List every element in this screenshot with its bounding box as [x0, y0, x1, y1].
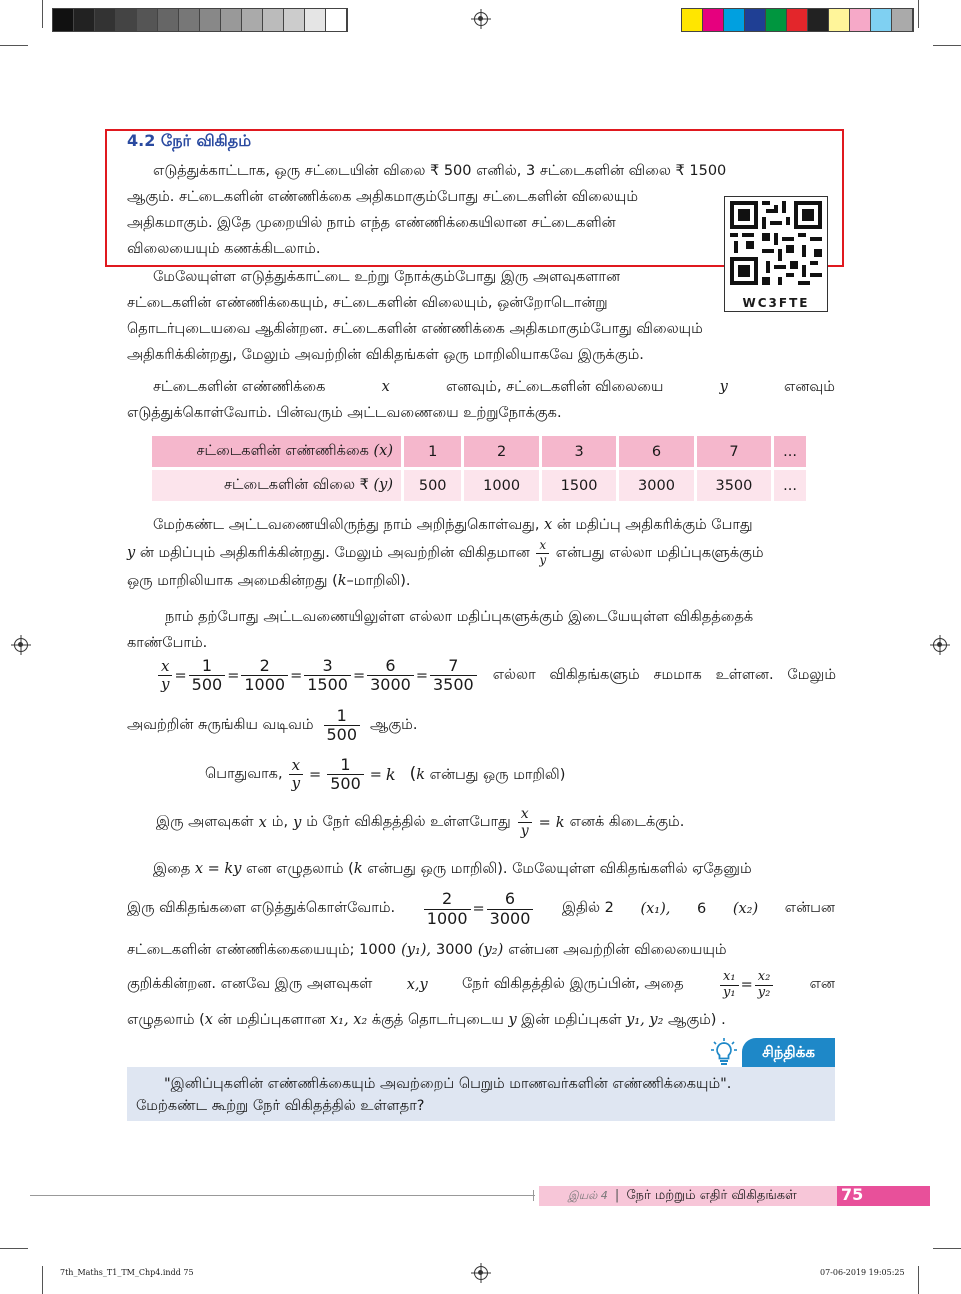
text-segment: மேற்கண்ட அட்டவணையிலிருந்து நாம் அறிந்துகொள்வது,	[153, 517, 540, 533]
table-cell: 7	[695, 436, 772, 469]
text-segment: இரு விகிதங்களை எடுத்துக்கொள்வோம்.	[127, 900, 396, 916]
text-segment: ம்,	[271, 813, 289, 830]
text-segment: ஆகும்.	[370, 716, 418, 733]
simplified-fraction: $\frac{1}{500}$	[324, 707, 361, 745]
footer-unit: இயல் 4	[568, 1189, 608, 1202]
lightbulb-icon	[711, 1037, 737, 1067]
text-segment: என்பன	[784, 900, 835, 916]
text-segment: என்பது ஒரு மாறிலி)	[429, 767, 566, 784]
table-cell: 1500	[540, 469, 617, 502]
table-cell: 3500	[695, 469, 772, 502]
text-segment: சட்டைகளின் எண்ணிக்கையையும்; 1000	[127, 942, 397, 958]
crop-mark	[42, 0, 43, 28]
section-heading: 4.2 நேர் விகிதம்	[127, 131, 252, 150]
text-segment: எனவும், சட்டைகளின் விலையை	[446, 379, 664, 395]
variables-y1-y2: y₁, y₂	[626, 1012, 664, 1028]
ratio-fraction: $\frac{6}{3000}$	[487, 890, 534, 928]
table-cell: 500	[403, 469, 463, 502]
simplified-ratio-line	[127, 707, 417, 745]
text-segment: 6	[696, 901, 707, 917]
shirts-price-table	[152, 436, 809, 501]
table-row	[152, 436, 808, 469]
footer-rule-tick	[533, 1190, 534, 1201]
text-segment: ன் மதிப்பு அதிகரிக்கும் போது	[556, 517, 753, 533]
text-segment: க்குத் தொடர்புடைய	[371, 1012, 504, 1028]
registration-mark-icon	[933, 638, 947, 652]
text-segment: (	[409, 764, 417, 785]
crop-mark	[0, 45, 28, 46]
page-number	[837, 1186, 930, 1206]
variable-y: y	[508, 1012, 517, 1028]
variable-y1: (y₁),	[401, 942, 431, 958]
text-line: அதிகமாகும். இதே முறையில் நாம் எந்த எண்ணிக்கையிலான சட்டைகளின்	[127, 215, 616, 231]
think-question	[136, 1073, 832, 1117]
ratio-fraction: $\frac{6}{3000}$	[367, 657, 414, 695]
text-segment: எல்லா விகிதங்களும் சமமாக உள்ளன. மேலும்	[492, 666, 836, 683]
table-row-header: சட்டைகளின் விலை ₹ (y)	[152, 469, 403, 502]
text-segment: ம் நேர் விகிதத்தில் உள்ளபோது	[306, 813, 511, 830]
fraction-x-over-y: $\frac{x}{y}$	[158, 658, 172, 694]
ratio-fraction: $\frac{3}{1500}$	[304, 657, 351, 695]
paragraph-4	[127, 512, 835, 594]
table-cell: 1000	[463, 469, 540, 502]
variable-k: k	[555, 814, 565, 831]
variable-x: x	[381, 379, 390, 395]
variable-x: x	[204, 1012, 213, 1028]
fraction-x-over-y: $\frac{x}{y}$	[289, 757, 303, 793]
ratio-fraction: $\frac{1}{500}$	[189, 657, 226, 695]
table-cell: ...	[773, 469, 808, 502]
registration-mark-icon	[14, 638, 28, 652]
variable-y2: (y₂)	[477, 942, 504, 958]
table-cell: 3000	[618, 469, 695, 502]
table-row	[152, 469, 808, 502]
qr-code-label: WC3FTE	[742, 296, 810, 310]
text-segment: எனக் கிடைக்கும்.	[569, 813, 685, 830]
fraction-x-over-y: $\frac{x}{y}$	[518, 806, 532, 839]
variable-k: k	[385, 765, 396, 785]
slug-timestamp: 07-06-2019 19:05:25	[820, 1268, 905, 1277]
text-line: மேலேயுள்ள எடுத்துக்காட்டை உற்று நோக்கும்போது இரு அளவுகளான	[153, 269, 621, 285]
variable-y: y	[127, 545, 136, 561]
text-segment: நேர் விகிதத்தில் இருப்பின், அதை	[462, 976, 684, 992]
text-segment: என	[809, 976, 835, 992]
table-cell: 3	[540, 436, 617, 469]
variable-y: y	[719, 379, 728, 395]
think-badge-label: சிந்திக்க	[762, 1043, 815, 1061]
paragraph-6: இதை x = ky என எழுதலாம் (k என்பது ஒரு மாறிலி). மேலேயுள்ள விகிதங்களில் ஏதேனும் இரு விகிதங்களை எடுத்துக்கொள்வோம். $\frac{2}{1000}$ = $\frac{6}{3000}$ இதில் 2 (x₁), 6 (x₂) என்பன சட்டைகளின் எண்ணிக்கையையும்; 1000 (y₁), 3000 (y₂) என்பன அவற்றின் விலையையும் குறிக்கின்றன. எனவே இரு அளவுகள் x,y நேர் விகிதத்தில் இருப்பின், அதை $\frac{\text{x₁}}{\text{y₁}}$ = $\frac{\text{x₂}}{\text{y₂}}$ என எழுதலாம் (x ன் மதிப்புகளான x₁, x₂ க்குத் தொடர்புடைய y இன் மதிப்புகள் y₁, y₂ ஆகும்) .	[127, 861, 835, 1028]
table-row-header: சட்டைகளின் எண்ணிக்கை (x)	[152, 436, 403, 469]
variable-x: x	[258, 814, 267, 831]
text-segment: என்பது எல்லா மதிப்புகளுக்கும்	[555, 545, 764, 561]
text-segment: சட்டைகளின் எண்ணிக்கை	[153, 379, 326, 395]
cmyk-color-bar	[681, 8, 914, 32]
footer-rule	[30, 1195, 535, 1196]
table-cell: ...	[773, 436, 808, 469]
text-segment: ஒரு மாறிலியாக அமைகின்றது (	[127, 573, 338, 589]
crop-mark	[933, 1248, 961, 1249]
direct-proportion-statement: இரு அளவுகள் x ம், y ம் நேர் விகிதத்தில் உள்ளபோது $\frac{x}{y}$ = k எனக் கிடைக்கும்.	[156, 806, 685, 840]
text-segment: இதில் 2	[561, 900, 614, 916]
text-segment: அவற்றின் சுருங்கிய வடிவம்	[127, 716, 314, 733]
text-segment: பொதுவாக,	[205, 765, 283, 782]
paragraph-2	[127, 264, 835, 368]
variable-k: k	[416, 767, 426, 784]
slug-file: 7th_Maths_T1_TM_Chp4.indd 75	[60, 1268, 194, 1277]
crop-mark	[933, 45, 961, 46]
text-segment: இரு அளவுகள்	[156, 813, 254, 830]
table-cell: 2	[463, 436, 540, 469]
text-line: அதிகரிக்கின்றது, மேலும் அவற்றின் விகிதங்கள் ஒரு மாறிலியாகவே இருக்கும்.	[127, 347, 644, 363]
crop-mark	[42, 1266, 43, 1294]
text-line: சட்டைகளின் எண்ணிக்கையும், சட்டைகளின் விலையும், ஒன்றோடொன்று	[127, 295, 608, 311]
simplified-fraction: $\frac{1}{500}$	[327, 756, 364, 794]
ratio-fraction: $\frac{2}{1000}$	[241, 657, 288, 695]
general-constant-equation: பொதுவாக, $\frac{x}{y}$ = $\frac{1}{500}$ = k (k என்பது ஒரு மாறிலி)	[205, 755, 566, 794]
page-number-label: 75	[841, 1185, 864, 1204]
crop-mark	[0, 1248, 28, 1249]
text-line: ஆகும். சட்டைகளின் எண்ணிக்கை அதிகமாகும்போது சட்டைகளின் விலையும்	[127, 189, 639, 205]
text-segment: இன் மதிப்புகள்	[521, 1012, 622, 1028]
text-segment: –மாறிலி).	[346, 573, 411, 589]
fraction-x-over-y: $\frac{x}{y}$	[536, 539, 549, 568]
crop-mark	[918, 0, 919, 28]
variable-x2: (x₂)	[732, 901, 759, 917]
grayscale-color-bar	[52, 8, 348, 32]
ratio-x2-y2: $\frac{\text{x₂}}{\text{y₂}}$	[755, 970, 774, 1001]
text-segment: ன் மதிப்புகளான	[217, 1012, 326, 1028]
variables-x1-x2: x₁, x₂	[330, 1012, 368, 1028]
variable-x1: (x₁),	[640, 901, 671, 917]
paragraph-5	[127, 604, 835, 656]
footer-chapter	[568, 1187, 797, 1205]
text-segment: 3000	[436, 942, 473, 958]
variable-y: y	[293, 814, 302, 831]
variable-k: k	[337, 573, 347, 589]
text-segment: ஆகும்) .	[668, 1012, 726, 1028]
footer-separator: |	[614, 1188, 620, 1203]
registration-mark-icon	[474, 12, 488, 26]
variable-x: x	[544, 517, 553, 533]
paragraph-1	[127, 158, 835, 262]
text-segment: என்பது ஒரு மாறிலி). மேலேயுள்ள விகிதங்களில் ஏதேனும்	[367, 861, 752, 877]
text-segment: என்பன அவற்றின் விலையையும்	[508, 942, 727, 958]
text-line: தொடர்புடையவை ஆகின்றன. சட்டைகளின் எண்ணிக்கை அதிகமாகும்போது விலையும்	[127, 321, 703, 337]
footer-chapter-title: நேர் மற்றும் எதிர் விகிதங்கள்	[626, 1188, 797, 1203]
ratio-fraction: $\frac{2}{1000}$	[424, 890, 471, 928]
ratio-equation: $\frac{x}{y}$ = $\frac{1}{500}$ = $\frac{2}{1000}$ = $\frac{3}{1500}$ = $\frac{6}{3000}$ = $\frac{7}{3500}$ எல்லா விகிதங்களும் சமமாக உள்ளன. மேலும்	[156, 657, 836, 695]
ratio-x1-y1: $\frac{\text{x₁}}{\text{y₁}}$	[720, 970, 739, 1001]
think-badge	[742, 1038, 835, 1067]
text-segment: ன் மதிப்பும் அதிகரிக்கின்றது. மேலும் அவற்றின் விகிதமான	[139, 545, 530, 561]
table-cell: 1	[403, 436, 463, 469]
text-line: எடுத்துக்கொள்வோம். பின்வரும் அட்டவணையை உற்றுநோக்குக.	[127, 405, 562, 421]
text-segment: இதை	[153, 861, 191, 877]
crop-mark	[918, 1266, 919, 1294]
registration-mark-icon	[474, 1266, 488, 1280]
text-segment: எனவும்	[784, 379, 835, 395]
variable-k: k	[353, 861, 363, 877]
text-segment: குறிக்கின்றன. எனவே இரு அளவுகள்	[127, 976, 373, 992]
text-segment: எழுதலாம் (	[127, 1012, 205, 1028]
text-line: காண்போம்.	[127, 635, 208, 651]
paragraph-3	[127, 374, 835, 426]
text-line: மேற்கண்ட கூற்று நேர் விகிதத்தில் உள்ளதா?	[136, 1098, 425, 1114]
ratio-fraction: $\frac{7}{3500}$	[430, 657, 477, 695]
text-line: விலையையும் கணக்கிடலாம்.	[127, 241, 321, 257]
equation-x-equals-ky: x = ky	[194, 861, 242, 877]
table-cell: 6	[618, 436, 695, 469]
variables-x-y: x,y	[406, 977, 428, 993]
text-line: எடுத்துக்காட்டாக, ஒரு சட்டையின் விலை ₹ 500 எனில், 3 சட்டைகளின் விலை ₹ 1500	[153, 163, 727, 179]
text-segment: என எழுதலாம் (	[246, 861, 354, 877]
text-line: "இனிப்புகளின் எண்ணிக்கையும் அவற்றைப் பெறும் மாணவர்களின் எண்ணிக்கையும்".	[164, 1076, 732, 1092]
text-line: நாம் தற்போது அட்டவணையிலுள்ள எல்லா மதிப்புகளுக்கும் இடையேயுள்ள விகிதத்தைக்	[165, 609, 754, 625]
